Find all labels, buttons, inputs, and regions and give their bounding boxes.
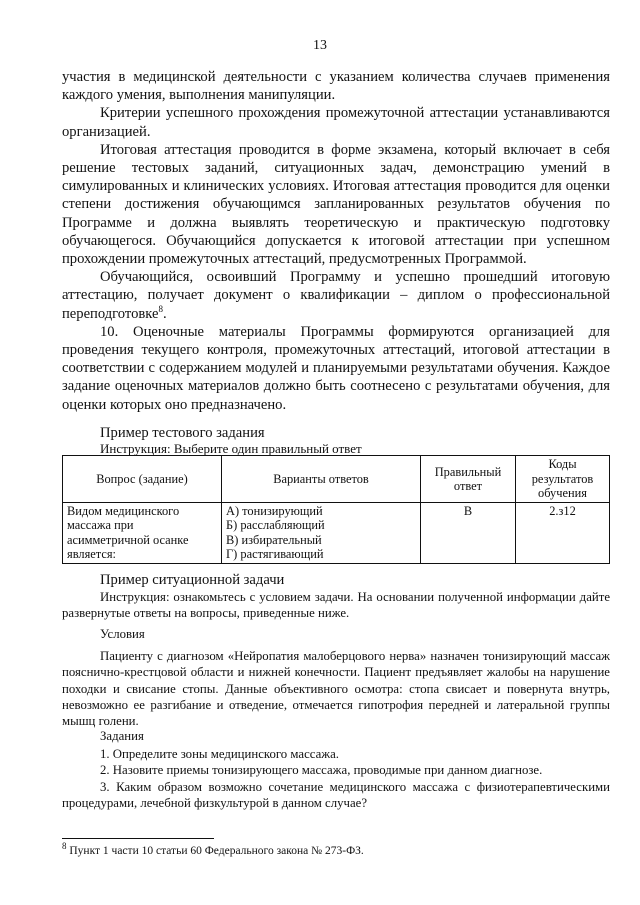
body-text <box>62 68 610 414</box>
header-question: Вопрос (задание) <box>63 456 222 503</box>
option-b: Б) расслабляющий <box>226 518 325 533</box>
case-instruction: Инструкция: ознакомьтесь с условием задачи. На основании полученной информации дайте развернутые ответы на вопросы, приведенные ниже. <box>62 590 610 621</box>
option-c: В) избирательный <box>226 532 322 547</box>
case-instruction-block <box>62 589 610 622</box>
table-header-row <box>63 456 610 503</box>
correct-cell: В <box>421 503 516 564</box>
footnote-divider <box>62 838 214 839</box>
footnote <box>62 841 364 857</box>
test-instruction: Инструкция: Выберите один правильный ответ <box>100 441 362 456</box>
conditions-label: Условия <box>100 627 145 641</box>
header-correct: Правильный ответ <box>421 456 516 503</box>
conditions-block <box>62 648 610 729</box>
paragraph-5: 10. Оценочные материалы Программы формируются организацией для проведения текущего контроля, промежуточных аттестаций, итоговой аттестации в соответствии с содержанием модулей и планируемыми результатами обучения. Каждое задание оценочных материалов должно быть соотнесено с результатами обучения, для оценки которых оно предназначено. <box>62 323 610 413</box>
test-table <box>62 455 610 564</box>
paragraph-3: Итоговая аттестация проводится в форме экзамена, который включает в себя решение тестовых заданий, ситуационных задач, демонстрацию умений в симулированных и клинических условиях. Итоговая аттестация проводится для оценки степени достижения обучающимся запланированных результатов обучения по Программе и должна выявлять теоретическую и практическую подготовку обучающегося. Обучающийся допускается к итоговой аттестации при успешном прохождении промежуточных аттестаций, предусмотренных Программой. <box>62 141 610 268</box>
test-example-title: Пример тестового задания <box>100 425 265 441</box>
case-example-title: Пример ситуационной задачи <box>100 572 285 588</box>
table-row <box>63 503 610 564</box>
tasks-list <box>62 746 610 811</box>
conditions-text: Пациенту с диагнозом «Нейропатия малоберцового нерва» назначен тонизирующий массаж пояснично-крестцовой области и нижней конечности. Пациент предъявляет жалобы на нарушение походки и свисание стопы. Данные объективного осмотра: стопа свисает и повернута внутрь, невозможно ее разгибание и отведение, отмечается гипотрофия передней и латеральной группы мышц голени. <box>62 649 610 729</box>
task-2: 2. Назовите приемы тонизирующего массажа, проводимые при данном диагнозе. <box>100 763 543 778</box>
paragraph-2: Критерии успешного прохождения промежуточной аттестации устанавливаются организацией. <box>62 105 610 140</box>
option-a: А) тонизирующий <box>226 504 323 518</box>
footnote-mark: 8 <box>62 841 67 852</box>
header-codes: Коды результатов обучения <box>516 456 610 503</box>
header-options: Варианты ответов <box>222 456 421 503</box>
task-1: 1. Определите зоны медицинского массажа. <box>100 747 340 761</box>
option-d: Г) растягивающий <box>226 547 324 562</box>
page-number: 13 <box>313 38 327 53</box>
paragraph-4: Обучающийся, освоивший Программу и успешно прошедший итоговую аттестацию, получает документ о квалификации – диплом о профессиональной переподготовке$^8$. <box>62 269 610 322</box>
task-3: 3. Каким образом возможно сочетание медицинского массажа с физиотерапевтическими процедурами, лечебной физкультурой в данном случае? <box>62 779 610 810</box>
question-cell: Видом медицинского массажа при асимметричной осанке является: <box>63 503 222 564</box>
code-cell: 2.з12 <box>516 503 610 564</box>
options-cell <box>222 503 421 564</box>
paragraph-1: участия в медицинской деятельности с указанием количества случаев применения каждого умения, выполнения манипуляции. <box>62 69 610 104</box>
tasks-label: Задания <box>100 729 144 743</box>
footnote-ref: 8 <box>158 303 163 314</box>
footnote-text: Пункт 1 части 10 статьи 60 Федерального закона № 273-ФЗ. <box>69 845 364 857</box>
paragraph-4-text: Обучающийся, освоивший Программу и успешно прошедший итоговую аттестацию, получает документ о квалификации – диплом о профессиональной переподготовке <box>62 269 610 322</box>
